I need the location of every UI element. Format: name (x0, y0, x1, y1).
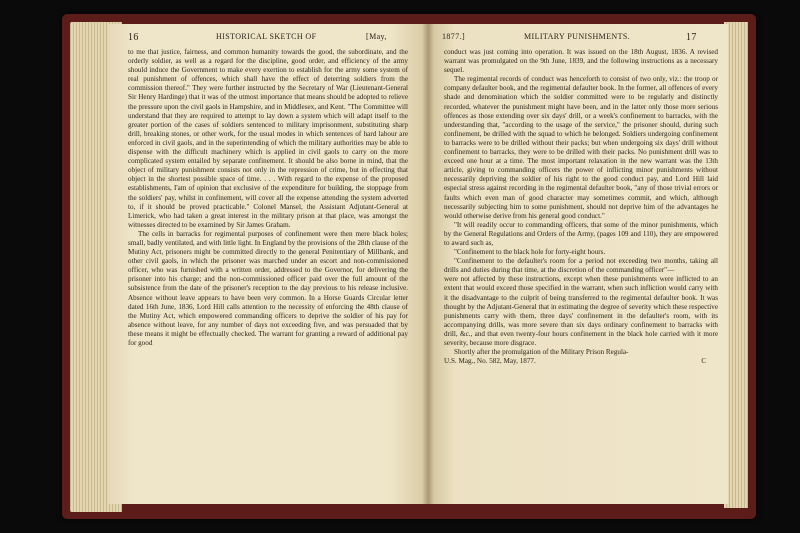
right-page (428, 24, 728, 504)
paragraph: "Confinement to the defaulter's room for a period not exceeding two months, taking all drills and duties during that time, at the discretion of the commanding officer"— (444, 257, 718, 275)
page-footer (444, 357, 718, 366)
paragraph: conduct was just coming into operation. It was issued on the 18th August, 1836. A revised warrant was promulgated on the 9th June, 1839, and the following instructions as a necessary sequel. (444, 48, 718, 75)
left-folio: 16 (128, 32, 139, 43)
right-folio: 17 (686, 32, 697, 43)
paragraph: "It will readily occur to commanding officers, that some of the minor punishments, which by the General Regulations and Orders of the Army, (pages 109 and 110), they are empowered to award such as, (444, 220, 718, 247)
book-gutter (422, 24, 434, 504)
right-running-date: 1877.] (442, 32, 466, 41)
paragraph: Shortly after the promulgation of the Military Prison Regula- (454, 348, 629, 357)
paragraph: The regimental records of conduct was henceforth to consist of two only, viz.: the troop or company defaulter book, and the regimental defaulter book. In the former, all offences of every shade and denomination which the soldier committed were to be regularly and distinctly recorded, whatever the punishment might have been, and in the latter only those more serious offences as those extending over six days' drill, or a week's confinement to barracks, with the understanding that, "according to the usage of the service," the prisoner should, during such confinement, be drilled with the squad to which he belonged. Soldiers undergoing confinement to barracks were to be drilled without their packs; but when undergoing six days' drill without confinement to barracks, they were to be drilled with their packs. No punishment drill was to exceed one hour at a time. The most important relaxation in the new warrant was the 13th article, giving to commanding officers the power of inflicting minor punishments without necessarily depriving the soldier of his right to the good conduct pay, and Lord Hill laid especial stress against recording in the regimental defaulter book, "any of those trivial errors or faults which even man of good character may sometimes commit, and which, although necessarily subjecting him to some punishment, should not deprive him of the advantages he would otherwise derive from his general good conduct." (444, 75, 718, 220)
paragraph: were not affected by these instructions, except when these punishments were inflicted to an extent that would exceed those specified in the warrant, when such infliction would carry with it the disadvantage to the culprit of being transferred to the regimental defaulter book. It was thought by the Adjutant-General that in estimating the degree of severity which these respective punishments carry with them, three days' confinement in the defaulter's room, with its accompanying drills, was more severe than six days ordinary confinement to barracks with drill, &c., and that even twenty-four hours confinement in the black hole carried with it more severity, because more disgrace. (444, 275, 718, 347)
signature-mark: C (701, 357, 706, 366)
left-running-date: [May, (366, 32, 387, 41)
paragraph: The cells in barracks for regimental purposes of confinement were then mere black holes; small, badly ventilated, and with little light. In England by the provisions of the 28th clause of the Mutiny Act, prisoners might be committed directly to the general Penitentiary of Millbank, and other civil gaols, in which the prisoner was marched under an escort and non-commissioned officer, who was furnished with a written order, addressed to the Governor, for delivering the prisoner into his charge; and the non-commissioned officer paid over the full amount of the subsistence from the date of the prisoner's reception to the day previous to his release inclusive. Absence without leave appears to have been very common. In a Horse Guards Circular letter dated 16th June, 1836, Lord Hill calls attention to the necessity of enforcing the 48th clause of the Mutiny Act, which empowered commanding officers to deprive the soldier of his pay for absence without leave, for any number of days not exceeding five, and was persuaded that by these means it might be effectually checked. The warrant for granting a reward of additional pay for good (128, 229, 408, 347)
left-body (128, 48, 408, 348)
right-body (444, 48, 718, 366)
paragraph: "Confinement to the black hole for forty-eight hours. (454, 248, 606, 257)
paragraph: to me that justice, fairness, and common humanity towards the good, the subordinate, and the orderly soldier, as well as a regard for the discipline, good order, and efficiency of the army should induce the Government to make every exertion to establish for the army some system of real punishment of offences, which shall have the effect of deterring soldiers from the commission thereof." They were further instructed by the Secretary of War (Lieutenant-General Sir Henry Hardinge) that it was of the utmost importance that means should be adopted to relieve the pressure upon the civil gaols in Hampshire, and in Middlesex, and Kent. "The Committee will understand that they are required to attempt to lay down a system which will adapt itself to the greater portion of the cases of soldiers sentenced to military imprisonment, substituting sharp drill, breaking stones, or other work, for the usual modes in which sentences of hard labour are enforced in civil gaols, and in the superintending of which the military authorities may be able to dispense with the difficult machinery which is applied in civil gaols to carry on the more complicated system entailed by separate confinement. It should be also borne in mind, that the object of military punishment consists not only in the repression of crime, but in effecting that object in the shortest possible space of time. . . . With regard to the expense of the proposed establishments, I'am of opinion that exclusive of the expenditure for building, the stoppage from the soldiers' pay, whilst in confinement, will cover all the expense attending the system adverted to, if it should be proved practicable." Colonel Mansel, the Assistant Adjutant-General at Limerick, who had taken a great interest in the military prison at that place, was amongst the witnesses directed to be examined by Sir James Graham. (128, 48, 408, 229)
left-running-head: HISTORICAL SKETCH OF (216, 32, 317, 41)
left-page (108, 24, 428, 504)
right-running-head: MILITARY PUNISHMENTS. (524, 32, 631, 41)
footer-text: U.S. Mag., No. 582, May, 1877. (444, 357, 536, 366)
